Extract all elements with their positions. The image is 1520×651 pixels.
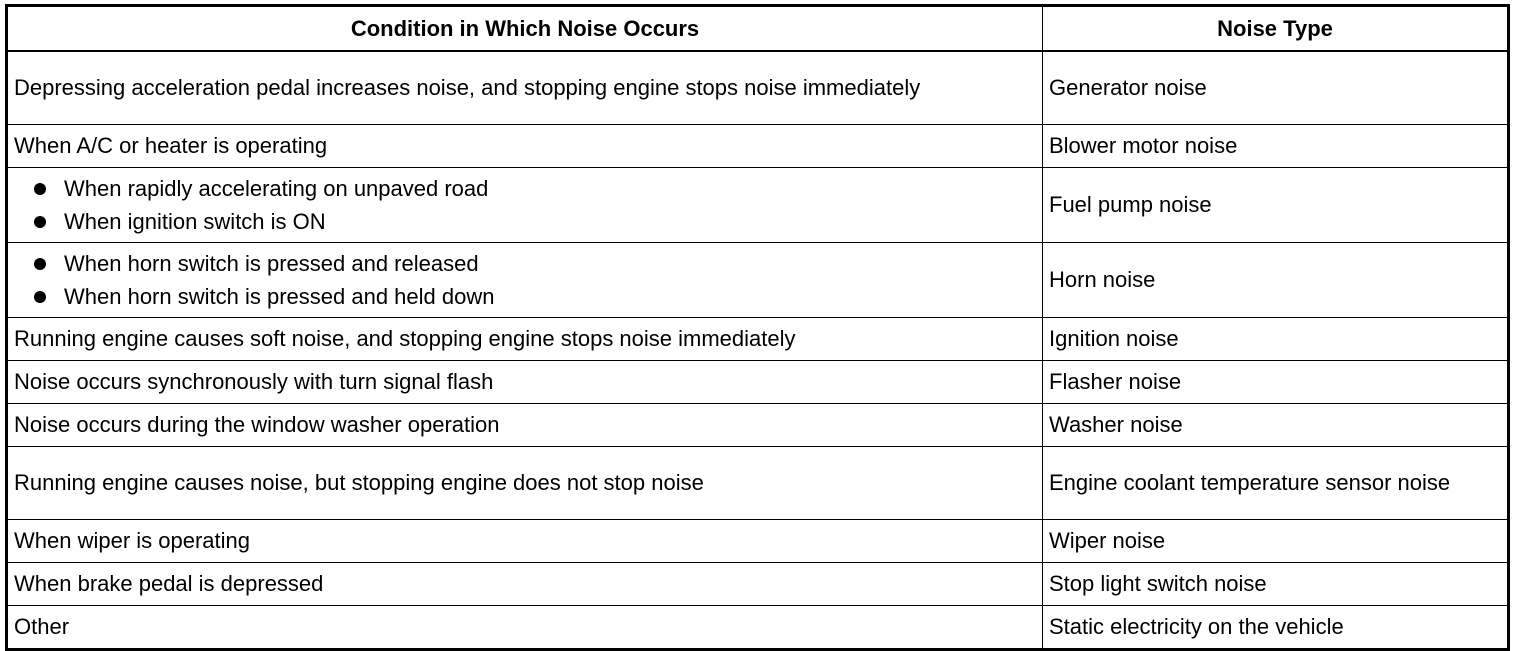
table-row <box>7 125 1509 168</box>
condition-cell: Running engine causes noise, but stopping engine does not stop noise <box>7 447 1043 520</box>
bullet-text: When horn switch is pressed and held down <box>64 284 495 309</box>
noise-type-cell: Horn noise <box>1043 243 1509 318</box>
table-row <box>7 563 1509 606</box>
column-header-noise-type: Noise Type <box>1043 6 1509 52</box>
condition-cell: Depressing acceleration pedal increases noise, and stopping engine stops noise immediately <box>7 51 1043 125</box>
bullet-text: When ignition switch is ON <box>64 209 326 234</box>
condition-cell <box>7 243 1043 318</box>
condition-cell: Noise occurs synchronously with turn signal flash <box>7 361 1043 404</box>
bullet-item <box>14 247 1036 280</box>
condition-cell: Running engine causes soft noise, and stopping engine stops noise immediately <box>7 318 1043 361</box>
condition-cell: When A/C or heater is operating <box>7 125 1043 168</box>
table-row <box>7 361 1509 404</box>
table-row <box>7 447 1509 520</box>
noise-type-cell: Fuel pump noise <box>1043 168 1509 243</box>
noise-type-cell: Blower motor noise <box>1043 125 1509 168</box>
noise-table-container <box>5 4 1507 651</box>
condition-cell: Other <box>7 606 1043 650</box>
bullet-item <box>14 280 1036 313</box>
noise-type-cell: Wiper noise <box>1043 520 1509 563</box>
table-row <box>7 606 1509 650</box>
noise-type-cell: Engine coolant temperature sensor noise <box>1043 447 1509 520</box>
table-row <box>7 318 1509 361</box>
table-row <box>7 520 1509 563</box>
noise-type-cell: Washer noise <box>1043 404 1509 447</box>
condition-cell <box>7 168 1043 243</box>
noise-type-cell: Flasher noise <box>1043 361 1509 404</box>
condition-cell: When wiper is operating <box>7 520 1043 563</box>
bullet-icon <box>34 291 46 303</box>
noise-condition-table <box>5 4 1510 651</box>
column-header-condition: Condition in Which Noise Occurs <box>7 6 1043 52</box>
condition-cell: When brake pedal is depressed <box>7 563 1043 606</box>
bullet-icon <box>34 258 46 270</box>
noise-type-cell: Stop light switch noise <box>1043 563 1509 606</box>
table-row <box>7 243 1509 318</box>
bullet-text: When rapidly accelerating on unpaved road <box>64 176 489 201</box>
bullet-item <box>14 172 1036 205</box>
noise-type-cell: Ignition noise <box>1043 318 1509 361</box>
bullet-icon <box>34 216 46 228</box>
condition-bullet-list <box>14 247 1036 313</box>
bullet-item <box>14 205 1036 238</box>
table-row <box>7 404 1509 447</box>
table-header-row <box>7 6 1509 52</box>
noise-type-cell: Static electricity on the vehicle <box>1043 606 1509 650</box>
bullet-icon <box>34 183 46 195</box>
bullet-text: When horn switch is pressed and released <box>64 251 479 276</box>
table-row <box>7 51 1509 125</box>
condition-bullet-list <box>14 172 1036 238</box>
table-row <box>7 168 1509 243</box>
condition-cell: Noise occurs during the window washer operation <box>7 404 1043 447</box>
noise-type-cell: Generator noise <box>1043 51 1509 125</box>
